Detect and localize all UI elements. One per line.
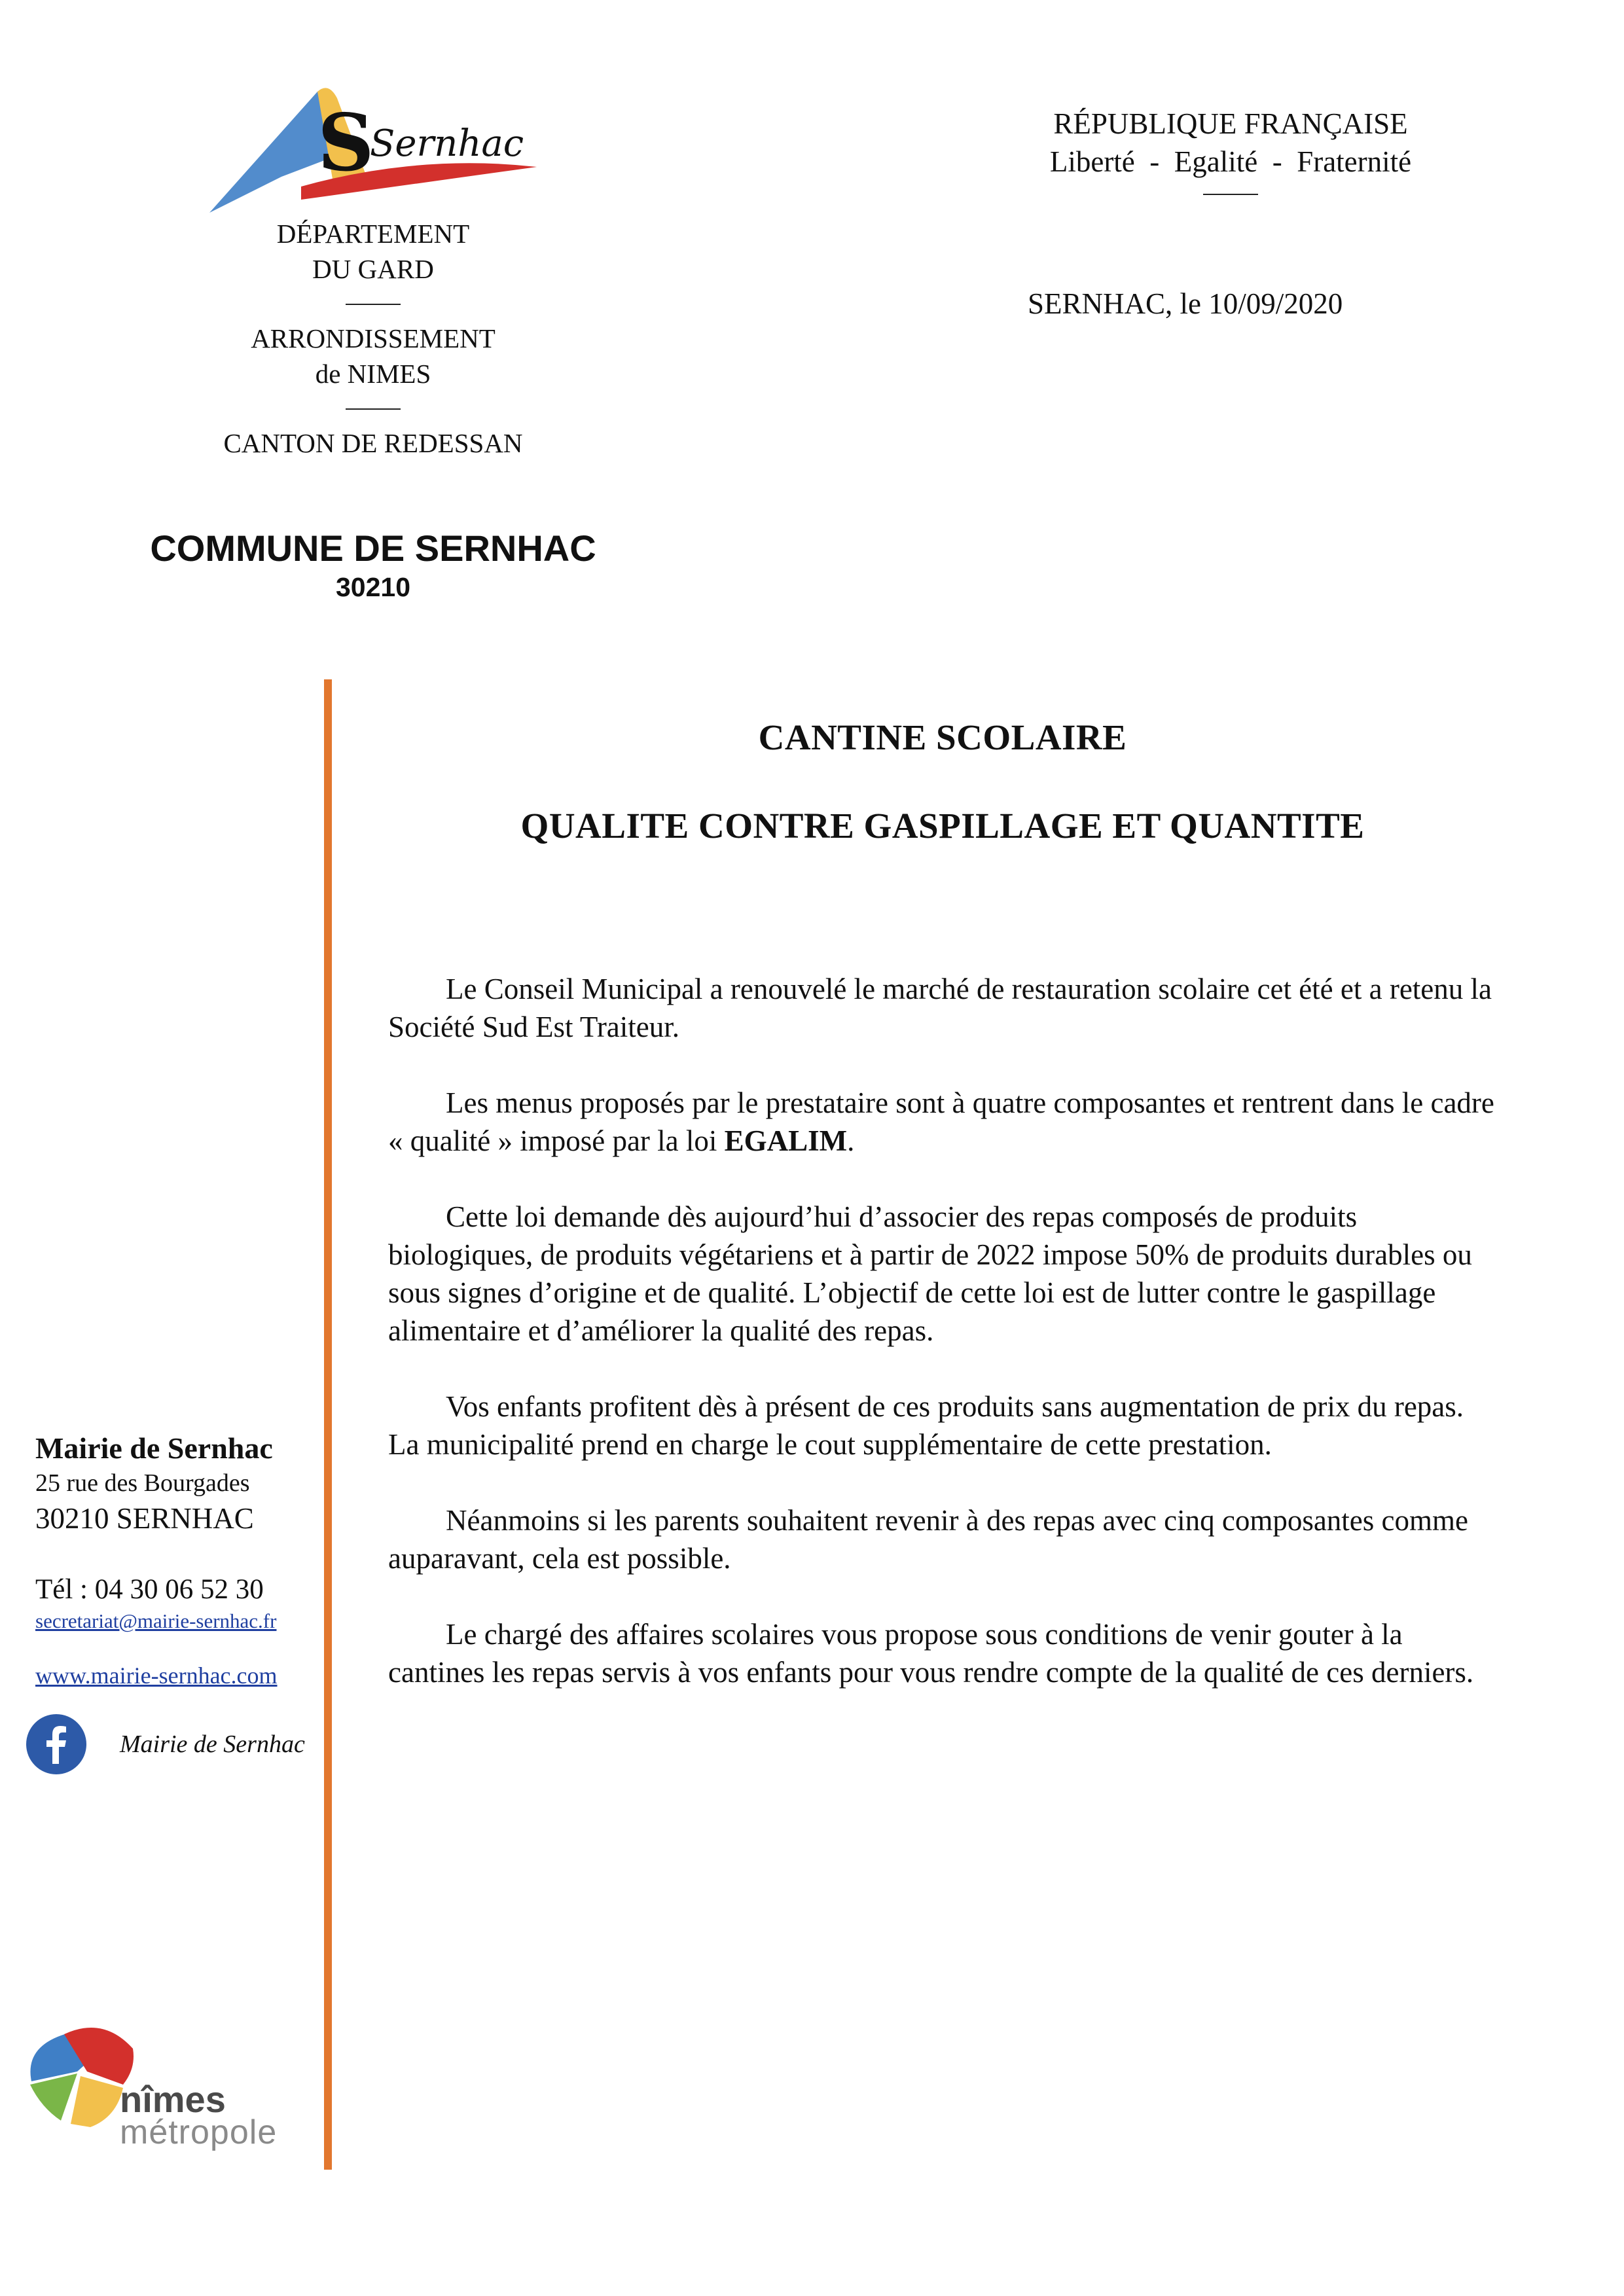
document-body	[388, 970, 1494, 1729]
arrondissement-line1: ARRONDISSEMENT	[251, 323, 496, 353]
metro-logo-line1: nîmes	[120, 2079, 226, 2120]
facebook-glyph	[26, 1714, 86, 1774]
republic-block	[982, 105, 1479, 211]
paragraph: Le chargé des affaires scolaires vous propose sous conditions de venir gouter à la cantines les repas servis à vos enfants pour vous rendre compte de la qualité de ces derniers.	[388, 1618, 1474, 1689]
facebook-label[interactable]: Mairie de Sernhac	[120, 1731, 305, 1758]
canton: CANTON DE REDESSAN	[223, 428, 523, 458]
paragraph: Cette loi demande dès aujourd’hui d’associer des repas composés de produits biologiques, de produits végétariens et à partir de 2022 impose 50% de produits durables ou sous signes d’origine et de qualité. L’objectif de cette loi est de lutter contre le gaspillage alimentaire et d’améliorer la qualité des repas.	[388, 1200, 1472, 1347]
document-title: CANTINE SCOLAIRE	[758, 717, 1127, 757]
email-link[interactable]: secretariat@mairie-sernhac.fr	[35, 1609, 277, 1632]
divider	[1203, 194, 1258, 195]
header-left	[170, 216, 576, 461]
department-line2: DU GARD	[312, 254, 434, 284]
republic-title: RÉPUBLIQUE FRANÇAISE	[1053, 107, 1408, 140]
facebook-icon[interactable]	[26, 1714, 86, 1774]
commune-block	[105, 527, 641, 603]
orange-separator	[324, 679, 332, 2170]
paragraph-text: Les menus proposés par le prestataire sont à quatre composantes et rentrent dans le cadre « qualité » imposé par la loi	[388, 1086, 1494, 1157]
paragraph: Vos enfants profitent dès à présent de ces produits sans augmentation de prix du repas. La municipalité prend en charge le cout supplémentaire de cette prestation.	[388, 1390, 1464, 1461]
department-line1: DÉPARTEMENT	[276, 219, 470, 249]
paragraph	[388, 1084, 1494, 1160]
contact-sidebar	[35, 1430, 317, 1691]
arrondissement-line2: de NIMES	[315, 359, 431, 389]
republic-motto: Liberté - Egalité - Fraternité	[1049, 145, 1412, 178]
law-name: EGALIM	[724, 1124, 848, 1157]
sernhac-logo	[203, 79, 543, 216]
phone: Tél : 04 30 06 52 30	[35, 1574, 264, 1605]
paragraph: Néanmoins si les parents souhaitent revenir à des repas avec cinq composantes comme auparavant, cela est possible.	[388, 1504, 1468, 1575]
commune-title: COMMUNE DE SERNHAC	[150, 528, 596, 569]
website-link[interactable]: www.mairie-sernhac.com	[35, 1662, 278, 1689]
paragraph: Le Conseil Municipal a renouvelé le marché de restauration scolaire cet été et a retenu la Société Sud Est Traiteur.	[388, 973, 1492, 1043]
svg-text:S: S	[317, 97, 374, 189]
nimes-metropole-logo	[25, 2022, 300, 2160]
commune-postcode: 30210	[335, 572, 410, 602]
city: 30210 SERNHAC	[35, 1502, 254, 1535]
document-subtitle: QUALITE CONTRE GASPILLAGE ET QUANTITE	[520, 806, 1365, 846]
street: 25 rue des Bourgades	[35, 1469, 250, 1497]
sernhac-logo-graphic	[203, 79, 543, 216]
logo-wordmark: Sernhac	[370, 122, 524, 165]
divider	[346, 408, 401, 410]
org-name: Mairie de Sernhac	[35, 1431, 273, 1465]
metro-logo-line2: métropole	[120, 2113, 278, 2151]
divider	[346, 304, 401, 305]
place-date: SERNHAC, le 10/09/2020	[1028, 287, 1343, 320]
paragraph-text: .	[847, 1124, 855, 1157]
